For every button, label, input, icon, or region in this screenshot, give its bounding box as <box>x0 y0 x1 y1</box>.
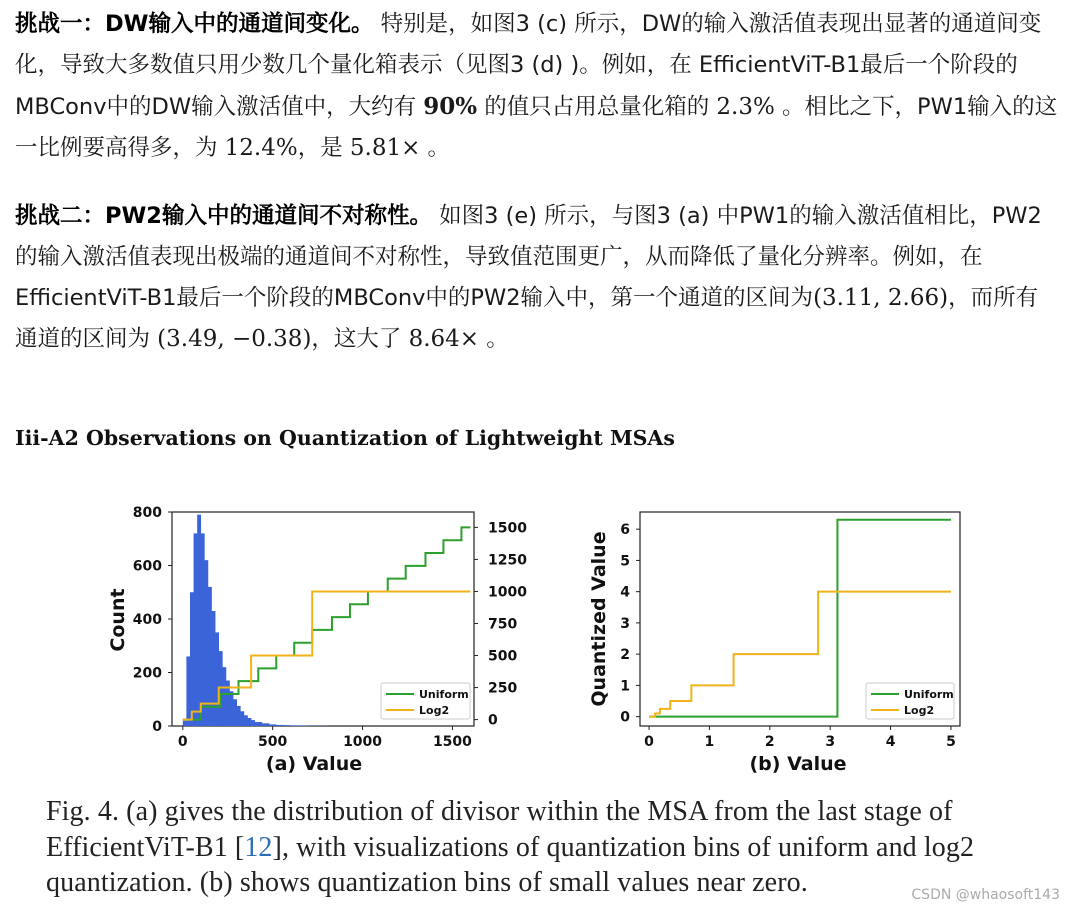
caption-text-a: Fig. 4. (a) gives the distribution of divisor within the MSA from the last stage of EfficientViT-B1 [ <box>46 796 953 863</box>
caption-text-b: ], with visualizations of quantization bins of uniform and log2 quantization. (b) shows quantization bins of small values near zero. <box>46 831 975 898</box>
chart-a-legend <box>381 683 470 719</box>
p2-text-c: ，这大了 <box>311 326 409 352</box>
watermark: CSDN @whaosoft143 <box>911 887 1060 903</box>
y-right-tick-label: 750 <box>488 616 518 633</box>
p1-math-3: 5.81× <box>349 135 421 161</box>
histogram-bar <box>248 718 252 726</box>
chart-a-ylabel: Count <box>107 588 129 652</box>
histogram-bar <box>230 691 234 726</box>
p1-text-d: ，是 <box>297 135 350 161</box>
y-right-tick-label: 1000 <box>488 584 527 601</box>
histogram-bar <box>204 560 208 726</box>
x-tick-label: 0 <box>644 734 654 750</box>
y-right-tick-label: 0 <box>488 712 498 729</box>
histogram-bar <box>186 656 190 726</box>
y-tick-label: 3 <box>620 615 630 632</box>
histogram-bar <box>276 725 283 726</box>
chart-b-xlabel: (b) Value <box>749 753 847 775</box>
x-tick-label: 4 <box>885 734 896 750</box>
y-tick-label: 4 <box>620 584 630 601</box>
chart-a-legend-uniform: Uniform <box>419 688 469 701</box>
histogram-bar <box>222 667 226 726</box>
chart-b-legend-log2: Log2 <box>904 704 935 717</box>
p2-text-a: 如图3 (e) 所示，与图3 (a) 中PW1的输入激活值相比，PW2的输入激活值表现出极端的通道间不对称性，导致值范围更广，从而降低了量化分辨率。例如，在EfficientViT-B1最后一个阶段的MBConv中的PW2输入中，第一个通道的区间为 <box>15 203 1042 311</box>
histogram-bar <box>212 611 216 726</box>
y-tick-label: 6 <box>620 522 630 539</box>
x-tick-label: 1000 <box>343 734 383 750</box>
histogram-bar <box>255 722 262 726</box>
x-tick-label: 5 <box>946 734 956 750</box>
x-tick-label: 1 <box>704 734 715 750</box>
y-right-tick-label: 1500 <box>488 520 527 537</box>
histogram-bar <box>291 725 309 726</box>
histogram-bar <box>233 699 237 726</box>
p2-math-2: (3.49, −0.38) <box>157 326 312 352</box>
y-left-tick-label: 200 <box>132 665 162 682</box>
x-tick-label: 0 <box>177 734 188 750</box>
histogram-bar <box>215 632 219 726</box>
section-heading: Iii-A2 Observations on Quantization of Lightweight MSAs <box>15 426 675 450</box>
y-tick-label: 0 <box>620 709 630 726</box>
y-right-tick-label: 250 <box>488 680 518 697</box>
histogram-bar <box>190 592 194 726</box>
chart-a <box>107 505 527 775</box>
challenge-2-heading: 挑战二：PW2输入中的通道间不对称性。 <box>15 203 432 229</box>
chart-b-legend-uniform: Uniform <box>904 688 954 701</box>
histogram-bar <box>194 533 198 726</box>
histogram-bar <box>251 720 255 726</box>
caption-reference-link[interactable]: 12 <box>244 831 273 863</box>
histogram-bar <box>208 587 212 726</box>
chart-a-xlabel: (a) Value <box>265 753 363 775</box>
chart-a-legend-log2: Log2 <box>419 704 450 717</box>
histogram-bar <box>237 706 241 726</box>
histogram-bar <box>283 725 290 726</box>
y-right-tick-label: 500 <box>488 648 518 665</box>
y-right-tick-label: 1250 <box>488 552 527 569</box>
p2-text-b: ，而所有通道的区间为 <box>15 285 1039 352</box>
y-left-tick-label: 800 <box>132 505 162 521</box>
p1-text-b: 的值只占用总量化箱的 <box>477 94 717 120</box>
p2-math-3: 8.64× <box>408 326 480 352</box>
y-tick-label: 5 <box>620 553 630 570</box>
histogram-bar <box>269 724 276 726</box>
histogram-bar <box>244 715 248 726</box>
x-tick-label: 500 <box>258 734 288 750</box>
p1-text-e: 。 <box>420 135 451 161</box>
histogram-bar <box>183 721 187 726</box>
x-tick-label: 1500 <box>432 734 472 750</box>
p1-math-1: 2.3% <box>716 94 775 120</box>
y-left-tick-label: 0 <box>152 719 162 735</box>
histogram-bar <box>262 723 269 726</box>
histogram-bar <box>201 533 205 726</box>
p1-text-c: 。相比之下，PW1输入的这一比例要高得多，为 <box>15 94 1058 161</box>
y-tick-label: 1 <box>620 678 630 695</box>
histogram-bar <box>197 515 201 726</box>
challenge-1-heading: 挑战一：DW输入中的通道间变化。 <box>15 11 374 37</box>
x-tick-label: 2 <box>764 734 775 750</box>
p1-math-90: 90% <box>423 93 478 120</box>
p2-math-1: (3.11, 2.66) <box>813 285 949 311</box>
x-tick-label: 3 <box>825 734 836 750</box>
y-left-tick-label: 600 <box>132 558 162 575</box>
y-left-tick-label: 400 <box>132 612 162 628</box>
chart-b-ylabel: Quantized Value <box>588 531 610 707</box>
p2-text-d: 。 <box>479 326 509 352</box>
p1-math-2: 12.4% <box>224 135 298 161</box>
chart-b-legend <box>866 683 954 719</box>
y-tick-label: 2 <box>620 647 630 664</box>
chart-b <box>588 512 960 775</box>
figure-caption <box>46 794 1036 901</box>
histogram-bar <box>240 711 244 726</box>
p1-text-a: 特别是，如图3 (c) 所示，DW的输入激活值表现出显著的通道间变化，导致大多数值只用少数几个量化箱表示（见图3 (d) )。例如，在 EfficientViT-B1最后一个阶段的MBConv中的DW输入激活值中，大约有 <box>15 11 1042 120</box>
